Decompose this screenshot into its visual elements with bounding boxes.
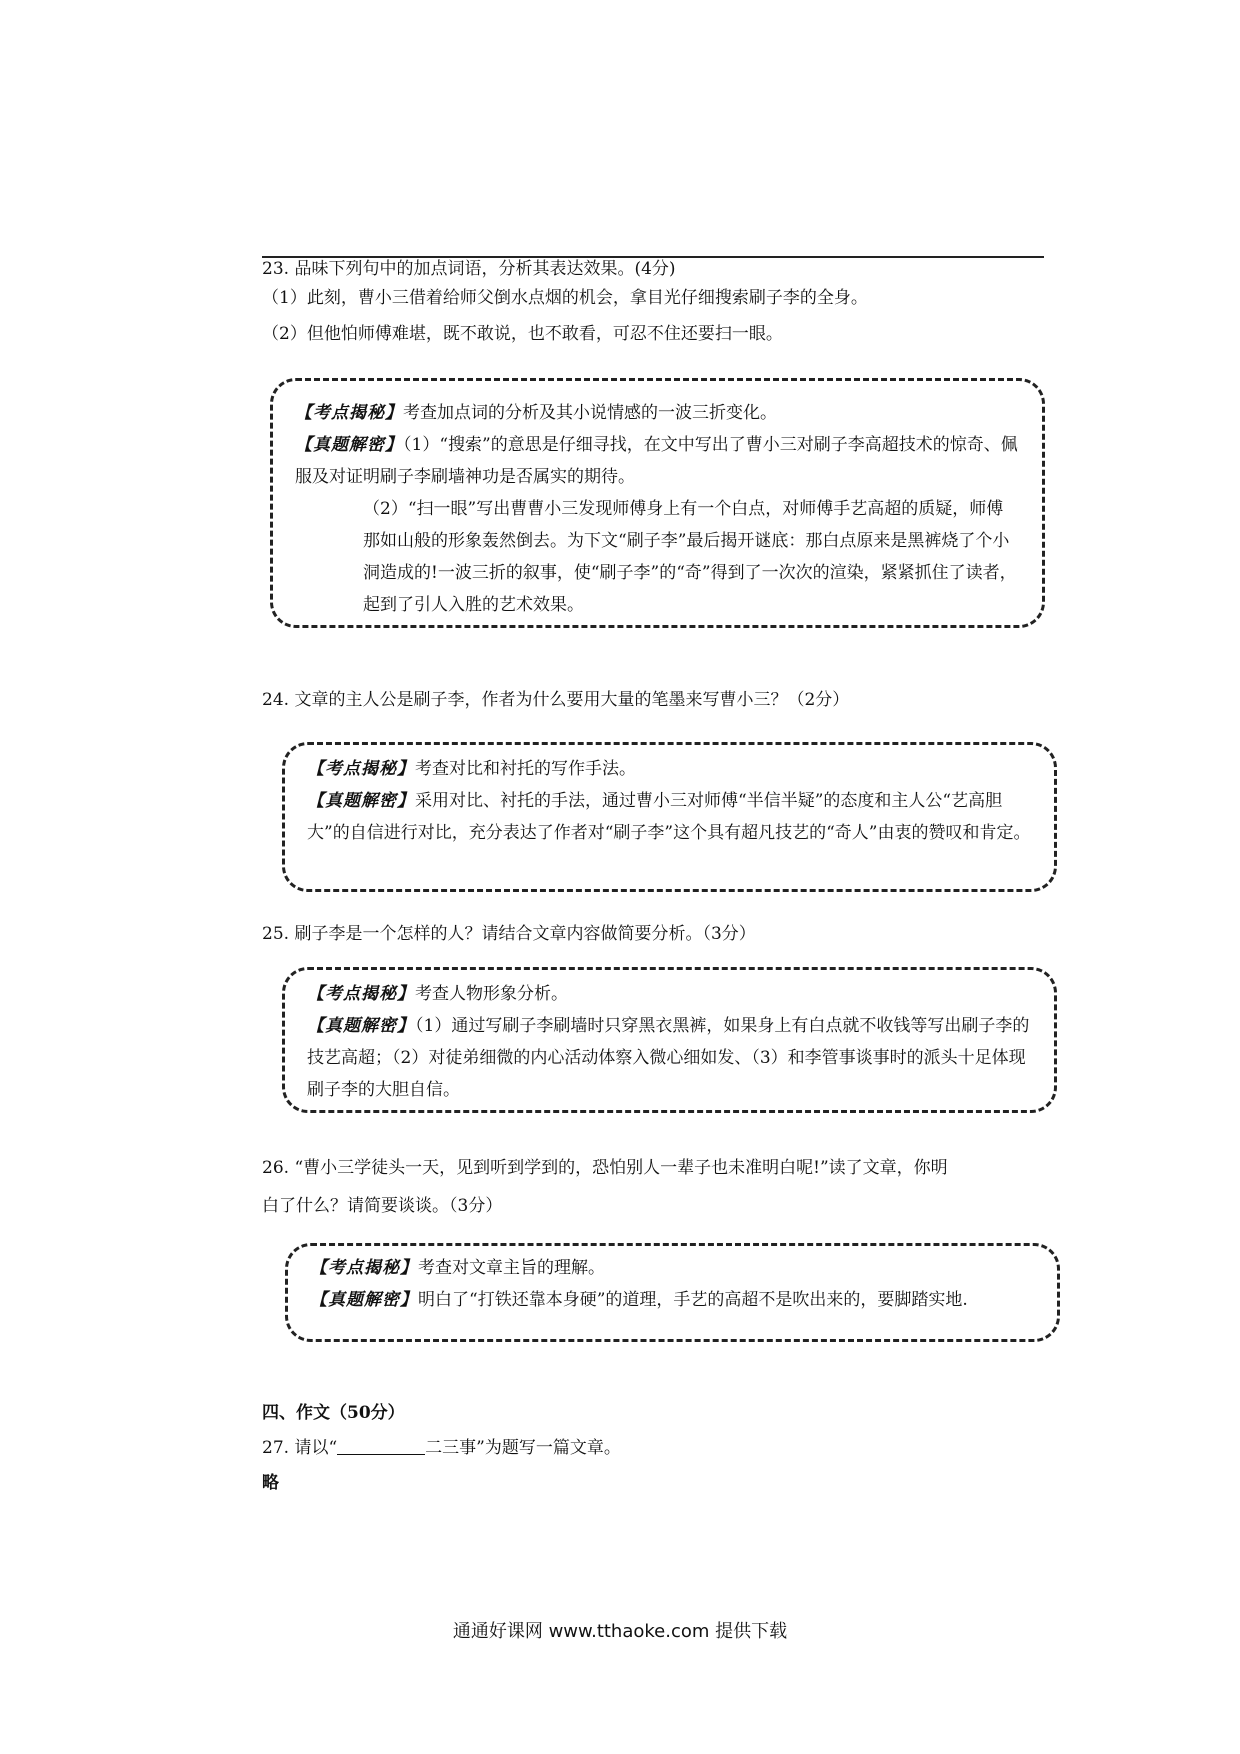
q23-jiexi-2: （2）“扫一眼”写出曹曹小三发现师傅身上有一个白点，对师傅手艺高超的质疑，师傅那如山般的形象轰然倒去。为下文“刷子李”最后揭开谜底：那白点原来是黑裤烧了个小洞造成的!一波三折的叙事，使“刷子李”的“奇”得到了一次次的渲染，紧紧抓住了读者，起到了引人入胜的艺术效果。 bbox=[363, 499, 1017, 615]
jiexi-label: 【真题解密】 bbox=[307, 791, 415, 811]
q23-title: 23. 品味下列句中的加点词语，分析其表达效果。(4分) bbox=[262, 259, 676, 279]
section-4-heading: 四、作文（50分） bbox=[262, 1403, 405, 1423]
jiexi-text-1: （1）“搜索”的意思是仔细寻找，在文中写出了曹小三对刷子李高超技术的惊奇、佩服及对证明刷子李刷墙神功是否属实的期待。 bbox=[295, 435, 1018, 487]
jiexi-text: 明白了“打铁还靠本身硬”的道理，手艺的高超不是吹出来的，要脚踏实地. bbox=[418, 1290, 968, 1310]
kaodian-label: 【考点揭秘】 bbox=[307, 984, 415, 1004]
q27-prefix: 27. 请以“ bbox=[262, 1438, 338, 1458]
jiexi-label: 【真题解密】 bbox=[310, 1290, 418, 1310]
kaodian-text: 考查加点词的分析及其小说情感的一波三折变化。 bbox=[403, 403, 777, 423]
kaodian-text: 考查对比和衬托的写作手法。 bbox=[415, 759, 636, 779]
q23-sentence-2: （2）但他怕师傅难堪，既不敢说，也不敢看，可忍不住还要扫一眼。 bbox=[262, 324, 783, 344]
jiexi-text: 采用对比、衬托的手法，通过曹小三对师傅“半信半疑”的态度和主人公“艺高胆大”的自信进行对比，充分表达了作者对“刷子李”这个具有超凡技艺的“奇人”由衷的赞叹和肯定。 bbox=[307, 791, 1031, 843]
jiexi-label: 【真题解密】 bbox=[307, 1016, 415, 1036]
q24-answer-box bbox=[282, 742, 1057, 892]
jiexi-label: 【真题解密】 bbox=[295, 435, 403, 455]
top-rule bbox=[262, 256, 1044, 258]
q26-jiexi bbox=[310, 1284, 1035, 1316]
kaodian-label: 【考点揭秘】 bbox=[307, 759, 415, 779]
q23-jiexi-1 bbox=[295, 429, 1020, 493]
q27-prompt bbox=[262, 1438, 621, 1458]
q26-title-line-1: 26. “曹小三学徒头一天，见到听到学到的，恐怕别人一辈子也未准明白呢!”读了文章，你明 bbox=[262, 1158, 948, 1178]
q23-answer-box bbox=[270, 378, 1045, 628]
q25-title: 25. 刷子李是一个怎样的人？请结合文章内容做简要分析。（3分） bbox=[262, 924, 756, 944]
kaodian-text: 考查对文章主旨的理解。 bbox=[418, 1258, 605, 1278]
q26-kaodian bbox=[310, 1252, 1035, 1284]
q23-kaodian bbox=[295, 397, 1020, 429]
q25-kaodian bbox=[307, 978, 1032, 1010]
kaodian-label: 【考点揭秘】 bbox=[310, 1258, 418, 1278]
q27-suffix: 二三事”为题写一篇文章。 bbox=[425, 1438, 621, 1458]
kaodian-text: 考查人物形象分析。 bbox=[415, 984, 568, 1004]
jiexi-text: （1）通过写刷子李刷墙时只穿黑衣黑裤，如果身上有白点就不收钱等写出刷子李的技艺高超；（2）对徒弟细微的内心活动体察入微心细如发、（3）和李管事谈事时的派头十足体现刷子李的大胆自信。 bbox=[307, 1016, 1030, 1100]
q25-jiexi bbox=[307, 1010, 1032, 1106]
q24-title: 24. 文章的主人公是刷子李，作者为什么要用大量的笔墨来写曹小三？（2分） bbox=[262, 690, 850, 710]
q26-answer-box bbox=[285, 1243, 1060, 1342]
kaodian-label: 【考点揭秘】 bbox=[295, 403, 403, 423]
q25-answer-box bbox=[282, 967, 1057, 1113]
q24-jiexi bbox=[307, 785, 1032, 849]
q24-kaodian bbox=[307, 753, 1032, 785]
q23-sentence-1: （1）此刻，曹小三借着给师父倒水点烟的机会，拿目光仔细搜索刷子李的全身。 bbox=[262, 288, 868, 308]
footer-credit: 通通好课网 www.tthaoke.com 提供下载 bbox=[452, 1621, 788, 1642]
q26-title-line-2: 白了什么？请简要谈谈。（3分） bbox=[262, 1196, 503, 1216]
q27-blank bbox=[337, 1438, 425, 1455]
q27-answer: 略 bbox=[262, 1473, 279, 1493]
